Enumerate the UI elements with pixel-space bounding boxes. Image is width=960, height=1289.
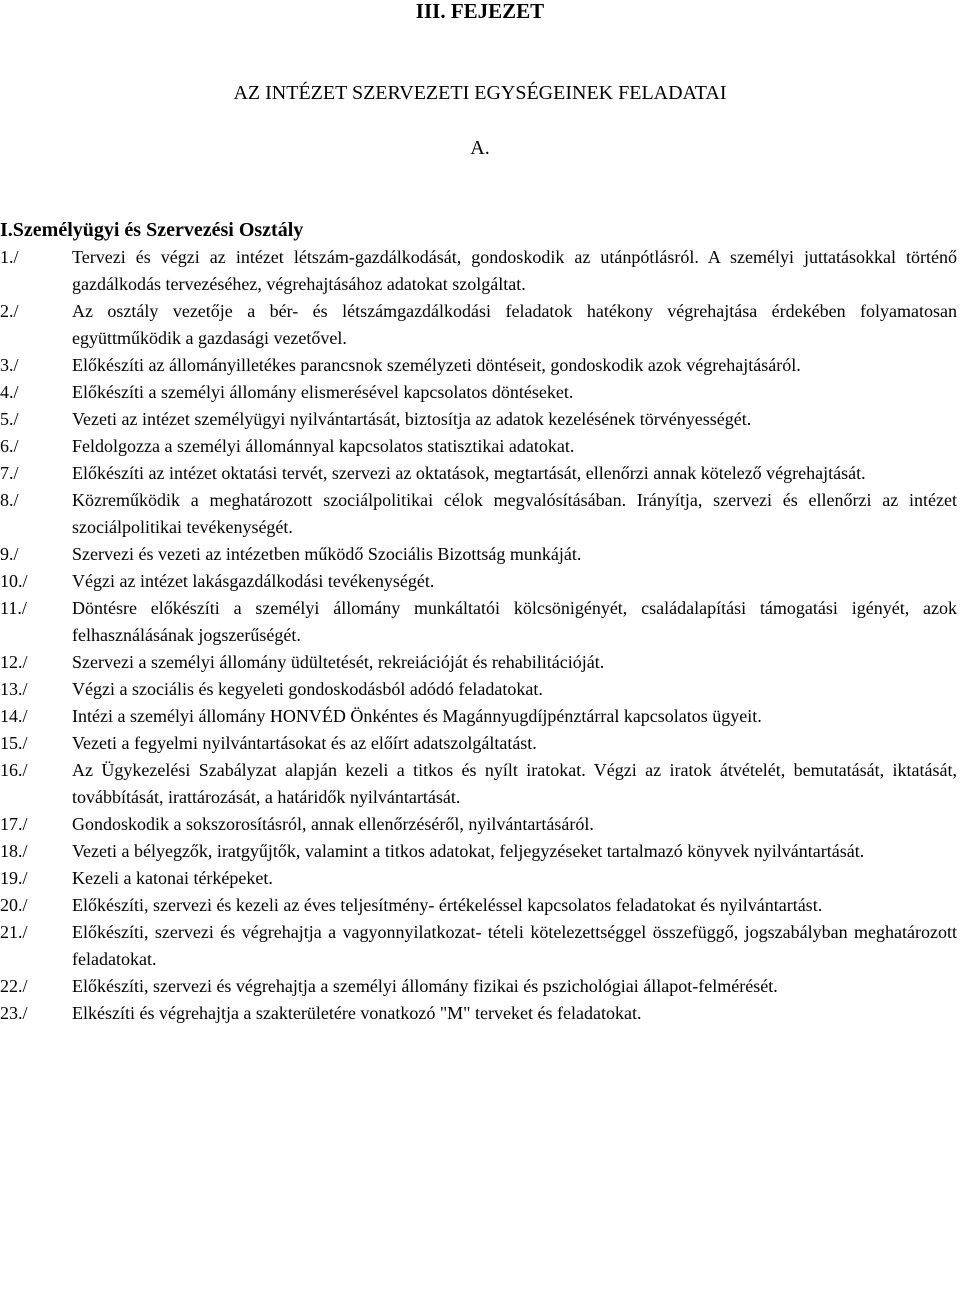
list-item-text: Az Ügykezelési Szabályzat alapján kezeli a titkos és nyílt iratokat. Végzi az iratok átvételét, bemutatását, iktatását, továbbítását, irattározását, a határidők nyilvántartását. — [72, 760, 957, 807]
list-item-number: 13./ — [0, 679, 28, 699]
list-item-number: 17./ — [0, 814, 28, 834]
list-item-text: Közreműködik a meghatározott szociálpolitikai célok megvalósításában. Irányítja, szervezi és ellenőrzi az intézet szociálpolitikai tevékenységét. — [72, 490, 957, 537]
list-item — [0, 1000, 957, 1027]
list-item-number: 18./ — [0, 841, 28, 861]
chapter-heading: III. FEJEZET — [415, 0, 545, 23]
list-item-text: Végzi az intézet lakásgazdálkodási tevékenységét. — [72, 571, 435, 591]
document-subtitle: A. — [470, 137, 490, 159]
list-item — [0, 298, 957, 352]
list-item — [0, 568, 957, 595]
list-item-text: Előkészíti a személyi állomány elismerésével kapcsolatos döntéseket. — [72, 382, 574, 402]
list-item-text: Az osztály vezetője a bér- és létszámgazdálkodási feladatok hatékony végrehajtása érdekében folyamatosan együttműködik a gazdasági vezetővel. — [72, 301, 957, 348]
task-list — [0, 244, 957, 1027]
list-item — [0, 406, 957, 433]
list-item-number: 20./ — [0, 895, 28, 915]
list-item — [0, 649, 957, 676]
list-item — [0, 487, 957, 541]
list-item — [0, 838, 957, 865]
list-item-text: Szervezi és vezeti az intézetben működő Szociális Bizottság munkáját. — [72, 544, 582, 564]
list-item — [0, 973, 957, 1000]
list-item-number: 11./ — [0, 598, 27, 618]
list-item-number: 1./ — [0, 247, 19, 267]
list-item — [0, 757, 957, 811]
list-item-text: Intézi a személyi állomány HONVÉD Önkéntes és Magánnyugdíjpénztárral kapcsolatos ügyeit. — [72, 706, 762, 726]
list-item-text: Döntésre előkészíti a személyi állomány munkáltatói kölcsönigényét, családalapítási támogatási igényét, azok felhasználásának jogszerűségét. — [72, 598, 957, 645]
list-item-text: Vezeti a fegyelmi nyilvántartásokat és az előírt adatszolgáltatást. — [72, 733, 537, 753]
list-item-number: 5./ — [0, 409, 19, 429]
list-item-number: 9./ — [0, 544, 19, 564]
list-item-text: Előkészíti az intézet oktatási tervét, szervezi az oktatások, megtartását, ellenőrzi annak kötelező végrehajtását. — [72, 463, 866, 483]
list-item-text: Gondoskodik a sokszorosításról, annak ellenőrzéséről, nyilvántartásáról. — [72, 814, 594, 834]
list-item-number: 3./ — [0, 355, 19, 375]
list-item-number: 6./ — [0, 436, 19, 456]
list-item — [0, 352, 957, 379]
section-heading: I.Személyügyi és Szervezési Osztály — [0, 219, 304, 241]
list-item-text: Előkészíti, szervezi és végrehajtja a vagyonnyilatkozat- tételi kötelezettséggel összefüggő, jogszabályban meghatározott feladatokat. — [72, 922, 957, 969]
list-item — [0, 703, 957, 730]
list-item — [0, 811, 957, 838]
list-item-text: Vezeti az intézet személyügyi nyilvántartását, biztosítja az adatok kezelésének törvényességét. — [72, 409, 752, 429]
list-item-text: Szervezi a személyi állomány üdültetését, rekreiációját és rehabilitációját. — [72, 652, 605, 672]
list-item — [0, 730, 957, 757]
list-item — [0, 379, 957, 406]
list-item — [0, 865, 957, 892]
list-item-number: 10./ — [0, 571, 28, 591]
list-item-number: 8./ — [0, 490, 19, 510]
list-item — [0, 595, 957, 649]
list-item-number: 16./ — [0, 760, 28, 780]
list-item-text: Kezeli a katonai térképeket. — [72, 868, 273, 888]
list-item — [0, 892, 957, 919]
list-item-number: 4./ — [0, 382, 19, 402]
list-item-number: 21./ — [0, 922, 28, 942]
list-item — [0, 676, 957, 703]
list-item — [0, 244, 957, 298]
document-title: AZ INTÉZET SZERVEZETI EGYSÉGEINEK FELADATAI — [233, 82, 727, 104]
list-item-text: Vezeti a bélyegzők, iratgyűjtők, valamint a titkos adatokat, feljegyzéseket tartalmazó könyvek nyilvántartását. — [72, 841, 865, 861]
list-item-number: 22./ — [0, 976, 28, 996]
list-item-text: Tervezi és végzi az intézet létszám-gazdálkodását, gondoskodik az utánpótlásról. A személyi juttatásokkal történő gazdálkodás tervezéséhez, végrehajtásához adatokat szolgáltat. — [72, 247, 957, 294]
list-item — [0, 919, 957, 973]
list-item-text: Előkészíti, szervezi és végrehajtja a személyi állomány fizikai és pszichológiai állapot-felmérését. — [72, 976, 778, 996]
list-item — [0, 433, 957, 460]
list-item-text: Előkészíti, szervezi és kezeli az éves teljesítmény- értékeléssel kapcsolatos feladatokat és nyilvántartást. — [72, 895, 823, 915]
list-item — [0, 460, 957, 487]
list-item-text: Előkészíti az állományilletékes parancsnok személyzeti döntéseit, gondoskodik azok végrehajtásáról. — [72, 355, 801, 375]
list-item-number: 19./ — [0, 868, 28, 888]
list-item-text: Elkészíti és végrehajtja a szakterületére vonatkozó "M" terveket és feladatokat. — [72, 1003, 642, 1023]
list-item-number: 12./ — [0, 652, 28, 672]
list-item-number: 14./ — [0, 706, 28, 726]
list-item-number: 7./ — [0, 463, 19, 483]
list-item-number: 2./ — [0, 301, 19, 321]
list-item — [0, 541, 957, 568]
list-item-number: 23./ — [0, 1003, 28, 1023]
list-item-number: 15./ — [0, 733, 28, 753]
list-item-text: Feldolgozza a személyi állománnyal kapcsolatos statisztikai adatokat. — [72, 436, 575, 456]
list-item-text: Végzi a szociális és kegyeleti gondoskodásból adódó feladatokat. — [72, 679, 543, 699]
